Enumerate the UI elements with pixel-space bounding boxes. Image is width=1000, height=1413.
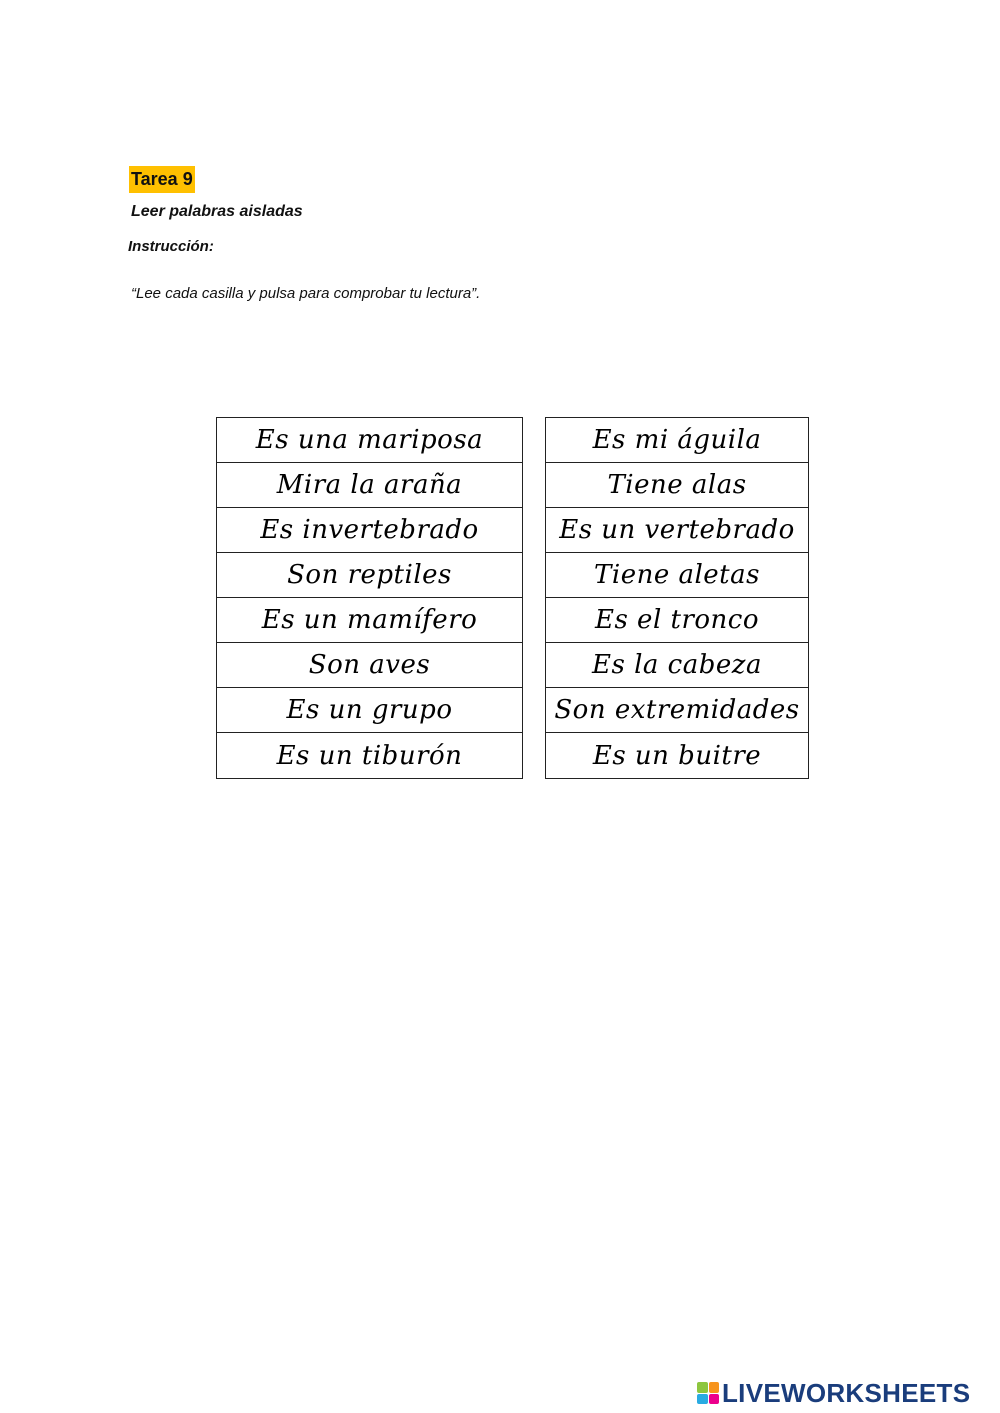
logo-badge-icon [697, 1382, 719, 1404]
phrase-cell[interactable]: Es el tronco [546, 598, 808, 643]
brand-name: LIVEWORKSHEETS [722, 1377, 971, 1408]
left-phrase-column [216, 417, 523, 779]
phrase-cell[interactable]: Son reptiles [217, 553, 522, 598]
phrase-cell[interactable]: Tiene aletas [546, 553, 808, 598]
instruction-label: Instrucción: [128, 238, 214, 255]
task-subtitle: Leer palabras aisladas [131, 203, 303, 220]
logo-square [697, 1394, 708, 1405]
logo-square [697, 1382, 708, 1393]
right-phrase-column [545, 417, 809, 779]
liveworksheets-logo[interactable] [697, 1378, 970, 1408]
phrase-cell[interactable]: Es invertebrado [217, 508, 522, 553]
phrase-cell[interactable]: Mira la araña [217, 463, 522, 508]
phrase-cell[interactable]: Es la cabeza [546, 643, 808, 688]
phrase-cell[interactable]: Es un vertebrado [546, 508, 808, 553]
instruction-text: “Lee cada casilla y pulsa para comprobar tu lectura”. [131, 285, 481, 302]
task-title: Tarea 9 [129, 166, 195, 193]
phrase-cell[interactable]: Es un tiburón [276, 740, 463, 771]
phrase-cell[interactable]: Tiene alas [546, 463, 808, 508]
phrase-cell[interactable]: Es un grupo [217, 688, 522, 733]
phrase-cell[interactable]: Es un mamífero [217, 598, 522, 643]
phrase-cell[interactable]: Es una mariposa [217, 418, 522, 463]
logo-square [709, 1394, 720, 1405]
logo-square [709, 1382, 720, 1393]
phrase-cell[interactable]: Son extremidades [546, 688, 808, 733]
phrase-cell[interactable]: Es un buitre [592, 740, 762, 771]
phrase-cell[interactable]: Son aves [217, 643, 522, 688]
phrase-cell[interactable]: Es mi águila [546, 418, 808, 463]
